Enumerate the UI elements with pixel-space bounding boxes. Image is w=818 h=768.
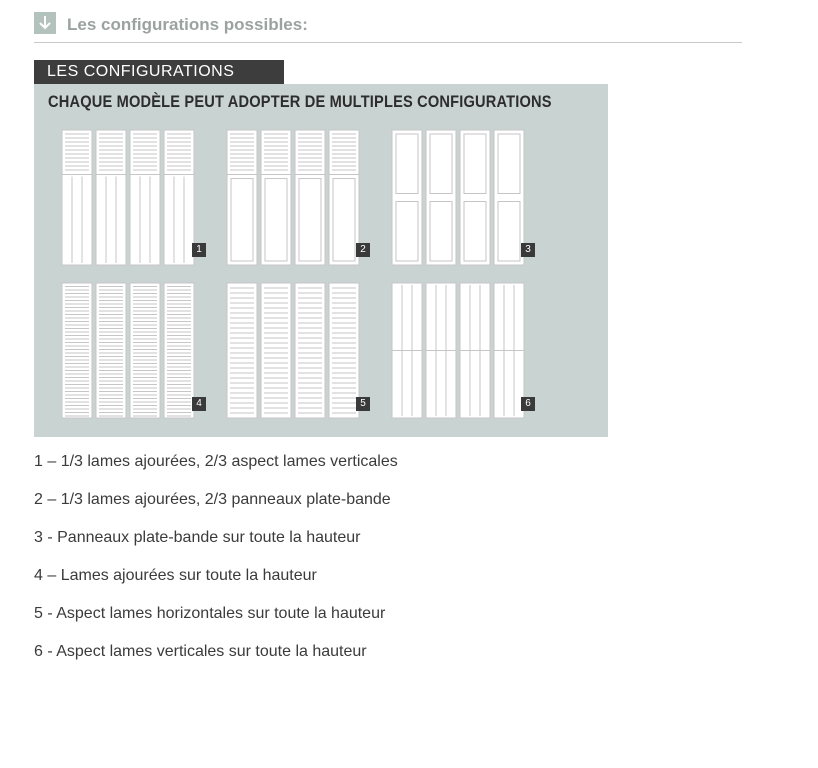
caption-3: 3 - Panneaux plate-bande sur toute la hauteur (34, 529, 361, 546)
badge-1: 1 (192, 243, 206, 257)
caption-1: 1 – 1/3 lames ajourées, 2/3 aspect lames verticales (34, 453, 398, 470)
badge-6: 6 (521, 397, 535, 411)
caption-list (34, 452, 398, 680)
shutter-illustrations (34, 84, 608, 437)
panel-title: CHAQUE MODÈLE PEUT ADOPTER DE MULTIPLES CONFIGURATIONS (48, 92, 552, 111)
caption-2: 2 – 1/3 lames ajourées, 2/3 panneaux plate-bande (34, 491, 391, 508)
configurations-figure (34, 60, 608, 437)
badge-5: 5 (356, 397, 370, 411)
section-header (34, 12, 742, 43)
caption-5: 5 - Aspect lames horizontales sur toute la hauteur (34, 605, 386, 622)
badge-2: 2 (356, 243, 370, 257)
configurations-panel (34, 84, 608, 437)
caption-4: 4 – Lames ajourées sur toute la hauteur (34, 567, 317, 584)
section-title: Les configurations possibles: (67, 15, 308, 34)
badge-3: 3 (521, 243, 535, 257)
caption-6: 6 - Aspect lames verticales sur toute la hauteur (34, 643, 367, 660)
badge-4: 4 (192, 397, 206, 411)
configurations-tag: LES CONFIGURATIONS (34, 60, 284, 84)
arrow-down-icon (34, 12, 56, 34)
